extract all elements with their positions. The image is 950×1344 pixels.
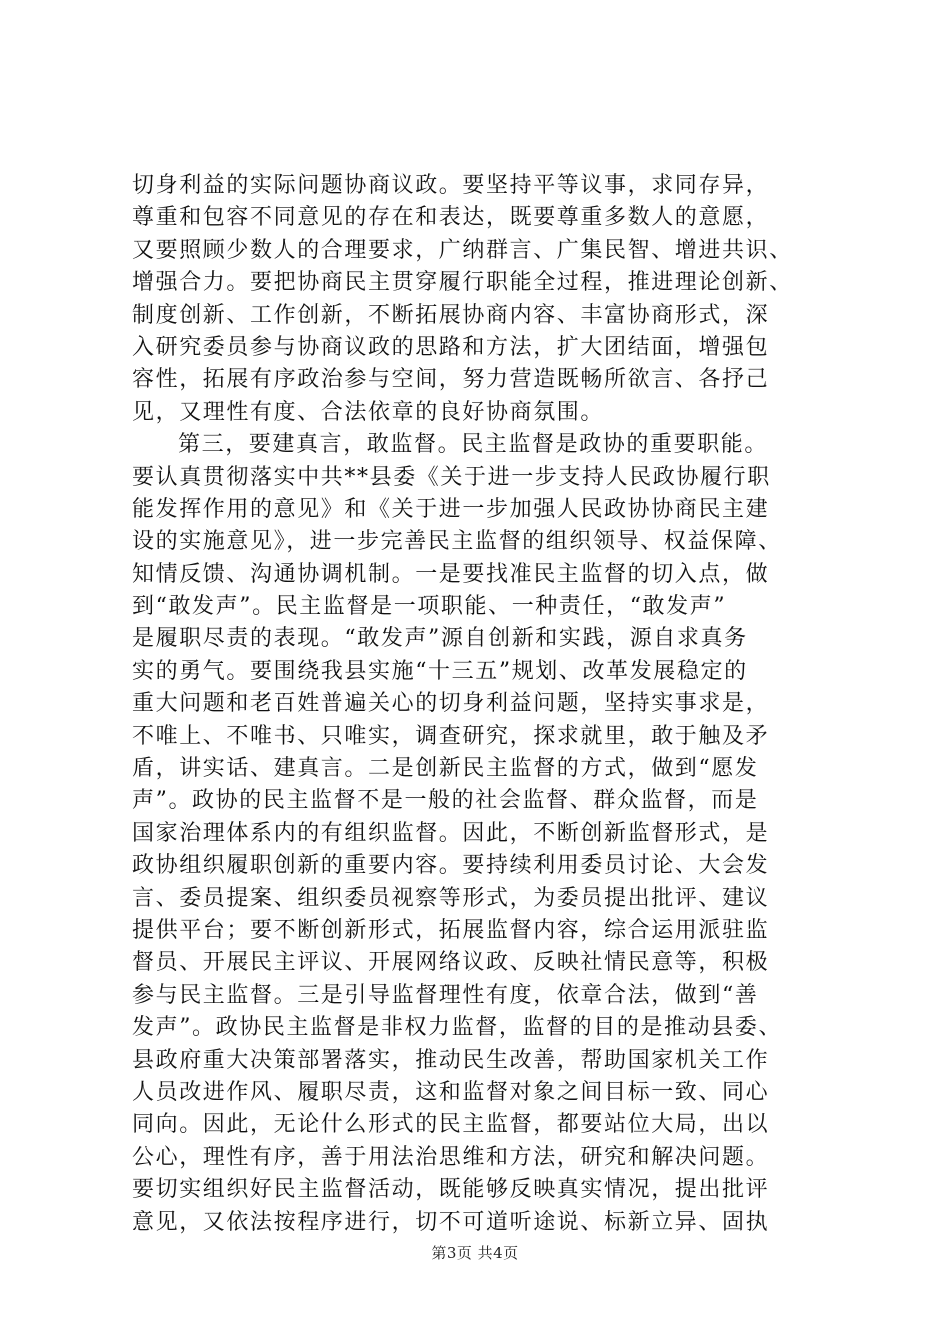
text-line: 提供平台；要不断创新形式，拓展监督内容，综合运用派驻监 xyxy=(132,917,770,943)
text-line: 尊重和包容不同意见的存在和表达，既要尊重多数人的意愿， xyxy=(132,205,770,231)
text-line: 参与民主监督。三是引导监督理性有度，依章合法，做到“善 xyxy=(132,982,759,1008)
text-line: 公心，理性有序，善于用法治思维和方法，研究和解决问题。 xyxy=(132,1144,770,1170)
text-line: 言、委员提案、组织委员视察等形式，为委员提出批评、建议 xyxy=(132,885,770,911)
text-line: 重大问题和老百姓普遍关心的切身利益问题，坚持实事求是， xyxy=(132,691,770,717)
text-line: 督员、开展民主评议、开展网络议政、反映社情民意等，积极 xyxy=(132,950,770,976)
text-line: 要认真贯彻落实中共**县委《关于进一步支持人民政协履行职 xyxy=(132,464,771,490)
text-line: 是履职尽责的表现。“敢发声”源自创新和实践，源自求真务 xyxy=(132,626,748,652)
text-line: 知情反馈、沟通协调机制。一是要找准民主监督的切入点，做 xyxy=(132,561,770,587)
text-line: 同向。因此，无论什么形式的民主监督，都要站位大局，出以 xyxy=(132,1112,770,1138)
text-line: 制度创新、工作创新，不断拓展协商内容、丰富协商形式，深 xyxy=(132,302,770,328)
text-line: 增强合力。要把协商民主贯穿履行职能全过程，推进理论创新、 xyxy=(132,270,793,296)
document-body xyxy=(132,170,832,1239)
text-line: 能发挥作用的意见》和《关于进一步加强人民政协协商民主建 xyxy=(132,496,770,522)
text-line: 实的勇气。要围绕我县实施“十三五”规划、改革发展稳定的 xyxy=(132,658,748,684)
page-number-footer: 第3页 共4页 xyxy=(431,1244,519,1262)
text-line: 县政府重大决策部署落实，推动民生改善，帮助国家机关工作 xyxy=(132,1047,770,1073)
text-line: 容性，拓展有序政治参与空间，努力营造既畅所欲言、各抒己 xyxy=(132,367,770,393)
text-line: 要切实组织好民主监督活动，既能够反映真实情况，提出批评 xyxy=(132,1177,770,1203)
text-line: 见，又理性有度、合法依章的良好协商氛围。 xyxy=(132,399,605,425)
text-line: 入研究委员参与协商议政的思路和方法，扩大团结面，增强包 xyxy=(132,334,770,360)
text-line: 盾，讲实话、建真言。二是创新民主监督的方式，做到“愿发 xyxy=(132,756,759,782)
text-line: 声”。政协的民主监督不是一般的社会监督、群众监督，而是 xyxy=(132,788,759,814)
text-line: 人员改进作风、履职尽责，这和监督对象之间目标一致、同心 xyxy=(132,1079,770,1105)
text-line: 发声”。政协民主监督是非权力监督，监督的目的是推动县委、 xyxy=(132,1015,783,1041)
text-line: 又要照顾少数人的合理要求，广纳群言、广集民智、增进共识、 xyxy=(132,237,793,263)
text-line: 国家治理体系内的有组织监督。因此，不断创新监督形式，是 xyxy=(132,820,770,846)
text-line: 意见，又依法按程序进行，切不可道听途说、标新立异、固执 xyxy=(132,1209,770,1235)
text-line: 设的实施意见》，进一步完善民主监督的组织领导、权益保障、 xyxy=(132,529,782,555)
text-line: 到“敢发声”。民主监督是一项职能、一种责任，“敢发声” xyxy=(132,594,727,620)
text-line: 切身利益的实际问题协商议政。要坚持平等议事，求同存异， xyxy=(132,173,770,198)
paragraph-first-line: 第三，要建真言，敢监督。民主监督是政协的重要职能。 xyxy=(178,432,769,458)
text-line: 不唯上、不唯书、只唯实，调查研究，探求就里，敢于触及矛 xyxy=(132,723,770,749)
text-line: 政协组织履职创新的重要内容。要持续利用委员讨论、大会发 xyxy=(132,853,770,879)
